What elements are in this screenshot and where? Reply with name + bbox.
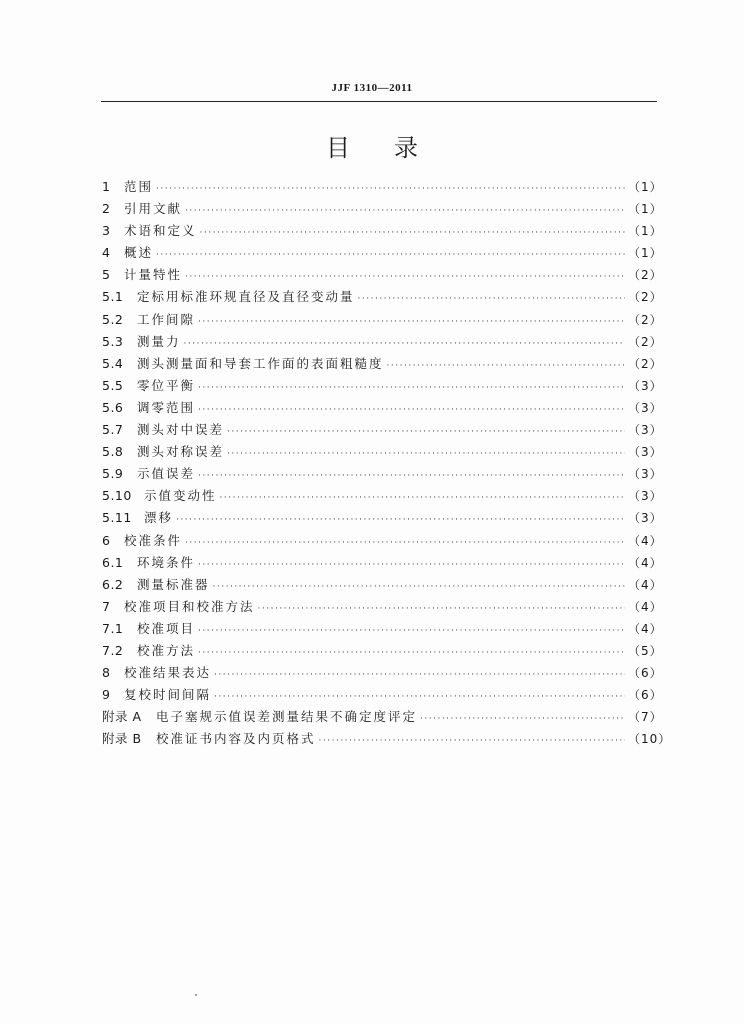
header-rule	[101, 101, 657, 102]
toc-entry	[102, 376, 663, 398]
toc-entry-number: 5.10	[102, 488, 132, 504]
toc-entry-label: 校准项目	[137, 620, 196, 636]
toc-entry-page: （3）	[628, 400, 663, 415]
toc-entry	[102, 707, 663, 729]
toc-entry-page: （2）	[628, 268, 663, 283]
toc-leader-dots	[200, 228, 625, 238]
toc-entry-page: （1）	[628, 202, 663, 217]
toc-entry	[102, 354, 663, 376]
toc-leader-dots	[213, 582, 625, 592]
toc-entry-page: （3）	[628, 489, 663, 504]
toc-entry-label: 电子塞规示值误差测量结果不确定度评定	[156, 709, 418, 725]
toc-entry-label: 零位平衡	[137, 377, 196, 393]
toc-entry-page: （5）	[628, 643, 663, 658]
toc-leader-dots	[185, 538, 625, 548]
toc-entry-page: （3）	[628, 378, 663, 393]
toc-entry	[102, 531, 663, 553]
toc-entry-page: （2）	[628, 312, 663, 327]
toc-entry-number: 5.11	[102, 510, 132, 526]
toc-entry-label: 示值变动性	[144, 488, 217, 504]
toc-entry-page: （2）	[628, 334, 663, 349]
toc-entry	[102, 553, 663, 575]
toc-leader-dots	[387, 361, 625, 371]
toc-entry	[102, 575, 663, 597]
toc-entry-number: 5.5	[102, 377, 124, 393]
toc-entry	[102, 221, 663, 243]
toc-leader-dots	[185, 206, 625, 216]
toc-entry-number: 5.7	[102, 422, 124, 438]
toc-entry-number: 1	[102, 179, 111, 194]
toc-entry-number: 9	[102, 687, 111, 703]
toc-entry-label: 校准结果表达	[124, 665, 212, 681]
toc-entry-number: 6.1	[102, 554, 124, 570]
toc-entry	[102, 663, 663, 685]
toc-entry-page: （3）	[628, 423, 663, 438]
toc-entry-page: （3）	[628, 445, 663, 460]
toc-entry-label: 工作间隙	[137, 311, 196, 327]
toc-entry	[102, 442, 663, 464]
toc-entry-page: （10）	[628, 732, 672, 747]
toc-leader-dots	[258, 604, 625, 614]
toc-entry-number: 4	[102, 245, 111, 261]
toc-entry	[102, 177, 663, 199]
toc-entry	[102, 287, 663, 309]
toc-entry-page: （4）	[628, 599, 663, 614]
toc-entry	[102, 729, 672, 751]
toc-entry-page: （1）	[628, 180, 663, 194]
toc-entry	[102, 420, 663, 442]
toc-entry-page: （3）	[628, 467, 663, 482]
toc-entry-label: 概述	[124, 245, 154, 261]
toc-entry-page: （4）	[628, 555, 663, 570]
toc-entry-label: 定标用标准环规直径及直径变动量	[137, 289, 355, 305]
toc-leader-dots	[214, 670, 625, 680]
toc-leader-dots	[214, 692, 625, 702]
toc-leader-dots	[185, 272, 625, 282]
toc-entry-number: 6.2	[102, 576, 124, 592]
table-of-contents	[102, 177, 672, 751]
toc-entry-label: 引用文献	[124, 201, 183, 217]
toc-entry	[102, 199, 663, 221]
toc-entry-page: （2）	[628, 290, 663, 305]
toc-leader-dots	[198, 383, 625, 393]
toc-leader-dots	[198, 405, 625, 415]
toc-leader-dots	[176, 515, 625, 525]
toc-entry-number: 5.4	[102, 355, 124, 371]
toc-entry-number: 2	[102, 201, 111, 217]
toc-entry-number: 5.3	[102, 333, 124, 349]
toc-entry	[102, 508, 663, 530]
toc-entry-number: 5.8	[102, 444, 124, 460]
toc-entry-page: （6）	[628, 688, 663, 703]
toc-entry-number: 5.1	[102, 289, 124, 305]
toc-entry-label: 测头测量面和导套工作面的表面粗糙度	[137, 355, 384, 371]
toc-leader-dots	[358, 294, 625, 304]
toc-entry	[102, 464, 663, 486]
toc-entry-page: （1）	[628, 224, 663, 239]
toc-entry	[102, 619, 663, 641]
toc-leader-dots	[184, 339, 625, 349]
toc-entry-label: 校准证书内容及内页格式	[156, 731, 316, 747]
toc-leader-dots	[198, 317, 625, 327]
scan-speck	[195, 994, 197, 996]
toc-entry-number: 7	[102, 598, 111, 614]
toc-entry-label: 校准方法	[137, 642, 196, 658]
standard-code: JJF 1310—2011	[331, 82, 413, 94]
toc-entry-label: 测量力	[137, 333, 181, 349]
toc-entry-label: 校准条件	[124, 532, 183, 548]
toc-entry	[102, 310, 663, 332]
toc-leader-dots	[198, 648, 625, 658]
toc-entry-label: 调零范围	[137, 399, 196, 415]
toc-entry-number: 8	[102, 665, 111, 681]
toc-entry-label: 示值误差	[137, 466, 196, 482]
toc-entry-page: （6）	[628, 666, 663, 681]
toc-entry-number: 5.9	[102, 466, 124, 482]
toc-entry-page: （3）	[628, 511, 663, 526]
toc-entry-number: 附录 A	[102, 709, 142, 725]
toc-entry-number: 5	[102, 267, 111, 283]
toc-entry-number: 7.1	[102, 620, 124, 636]
toc-leader-dots	[319, 736, 625, 746]
toc-entry-number: 6	[102, 532, 111, 548]
toc-entry-label: 漂移	[144, 510, 174, 526]
toc-entry-page: （1）	[628, 246, 663, 261]
toc-leader-dots	[227, 427, 625, 437]
toc-entry-label: 测量标准器	[137, 576, 210, 592]
toc-entry	[102, 243, 663, 265]
toc-leader-dots	[156, 184, 625, 194]
toc-leader-dots	[198, 471, 625, 481]
toc-entry	[102, 265, 663, 287]
toc-entry-number: 附录 B	[102, 731, 142, 747]
toc-entry-number: 5.2	[102, 311, 124, 327]
toc-entry-page: （4）	[628, 621, 663, 636]
toc-entry-page: （2）	[628, 356, 663, 371]
toc-leader-dots	[227, 449, 625, 459]
toc-entry-label: 环境条件	[137, 554, 196, 570]
toc-entry-label: 复校时间间隔	[124, 687, 212, 703]
toc-entry	[102, 685, 663, 707]
toc-leader-dots	[198, 560, 625, 570]
toc-entry-label: 术语和定义	[124, 223, 197, 239]
toc-leader-dots	[420, 714, 625, 724]
toc-entry-page: （4）	[628, 577, 663, 592]
toc-entry-label: 测头对称误差	[137, 444, 225, 460]
toc-entry-label: 测头对中误差	[137, 422, 225, 438]
toc-entry-label: 校准项目和校准方法	[124, 598, 255, 614]
toc-entry	[102, 597, 663, 619]
toc-entry-label: 范围	[124, 179, 154, 194]
toc-entry	[102, 332, 663, 354]
toc-entry	[102, 398, 663, 420]
toc-entry-number: 3	[102, 223, 111, 239]
toc-leader-dots	[156, 250, 625, 260]
toc-title: 目录	[326, 134, 462, 162]
toc-entry	[102, 641, 663, 663]
toc-entry-number: 7.2	[102, 642, 124, 658]
toc-entry	[102, 486, 663, 508]
toc-entry-page: （7）	[628, 710, 663, 725]
toc-entry-page: （4）	[628, 533, 663, 548]
toc-leader-dots	[198, 626, 625, 636]
toc-leader-dots	[220, 493, 625, 503]
toc-entry-label: 计量特性	[124, 267, 183, 283]
toc-entry-number: 5.6	[102, 399, 124, 415]
